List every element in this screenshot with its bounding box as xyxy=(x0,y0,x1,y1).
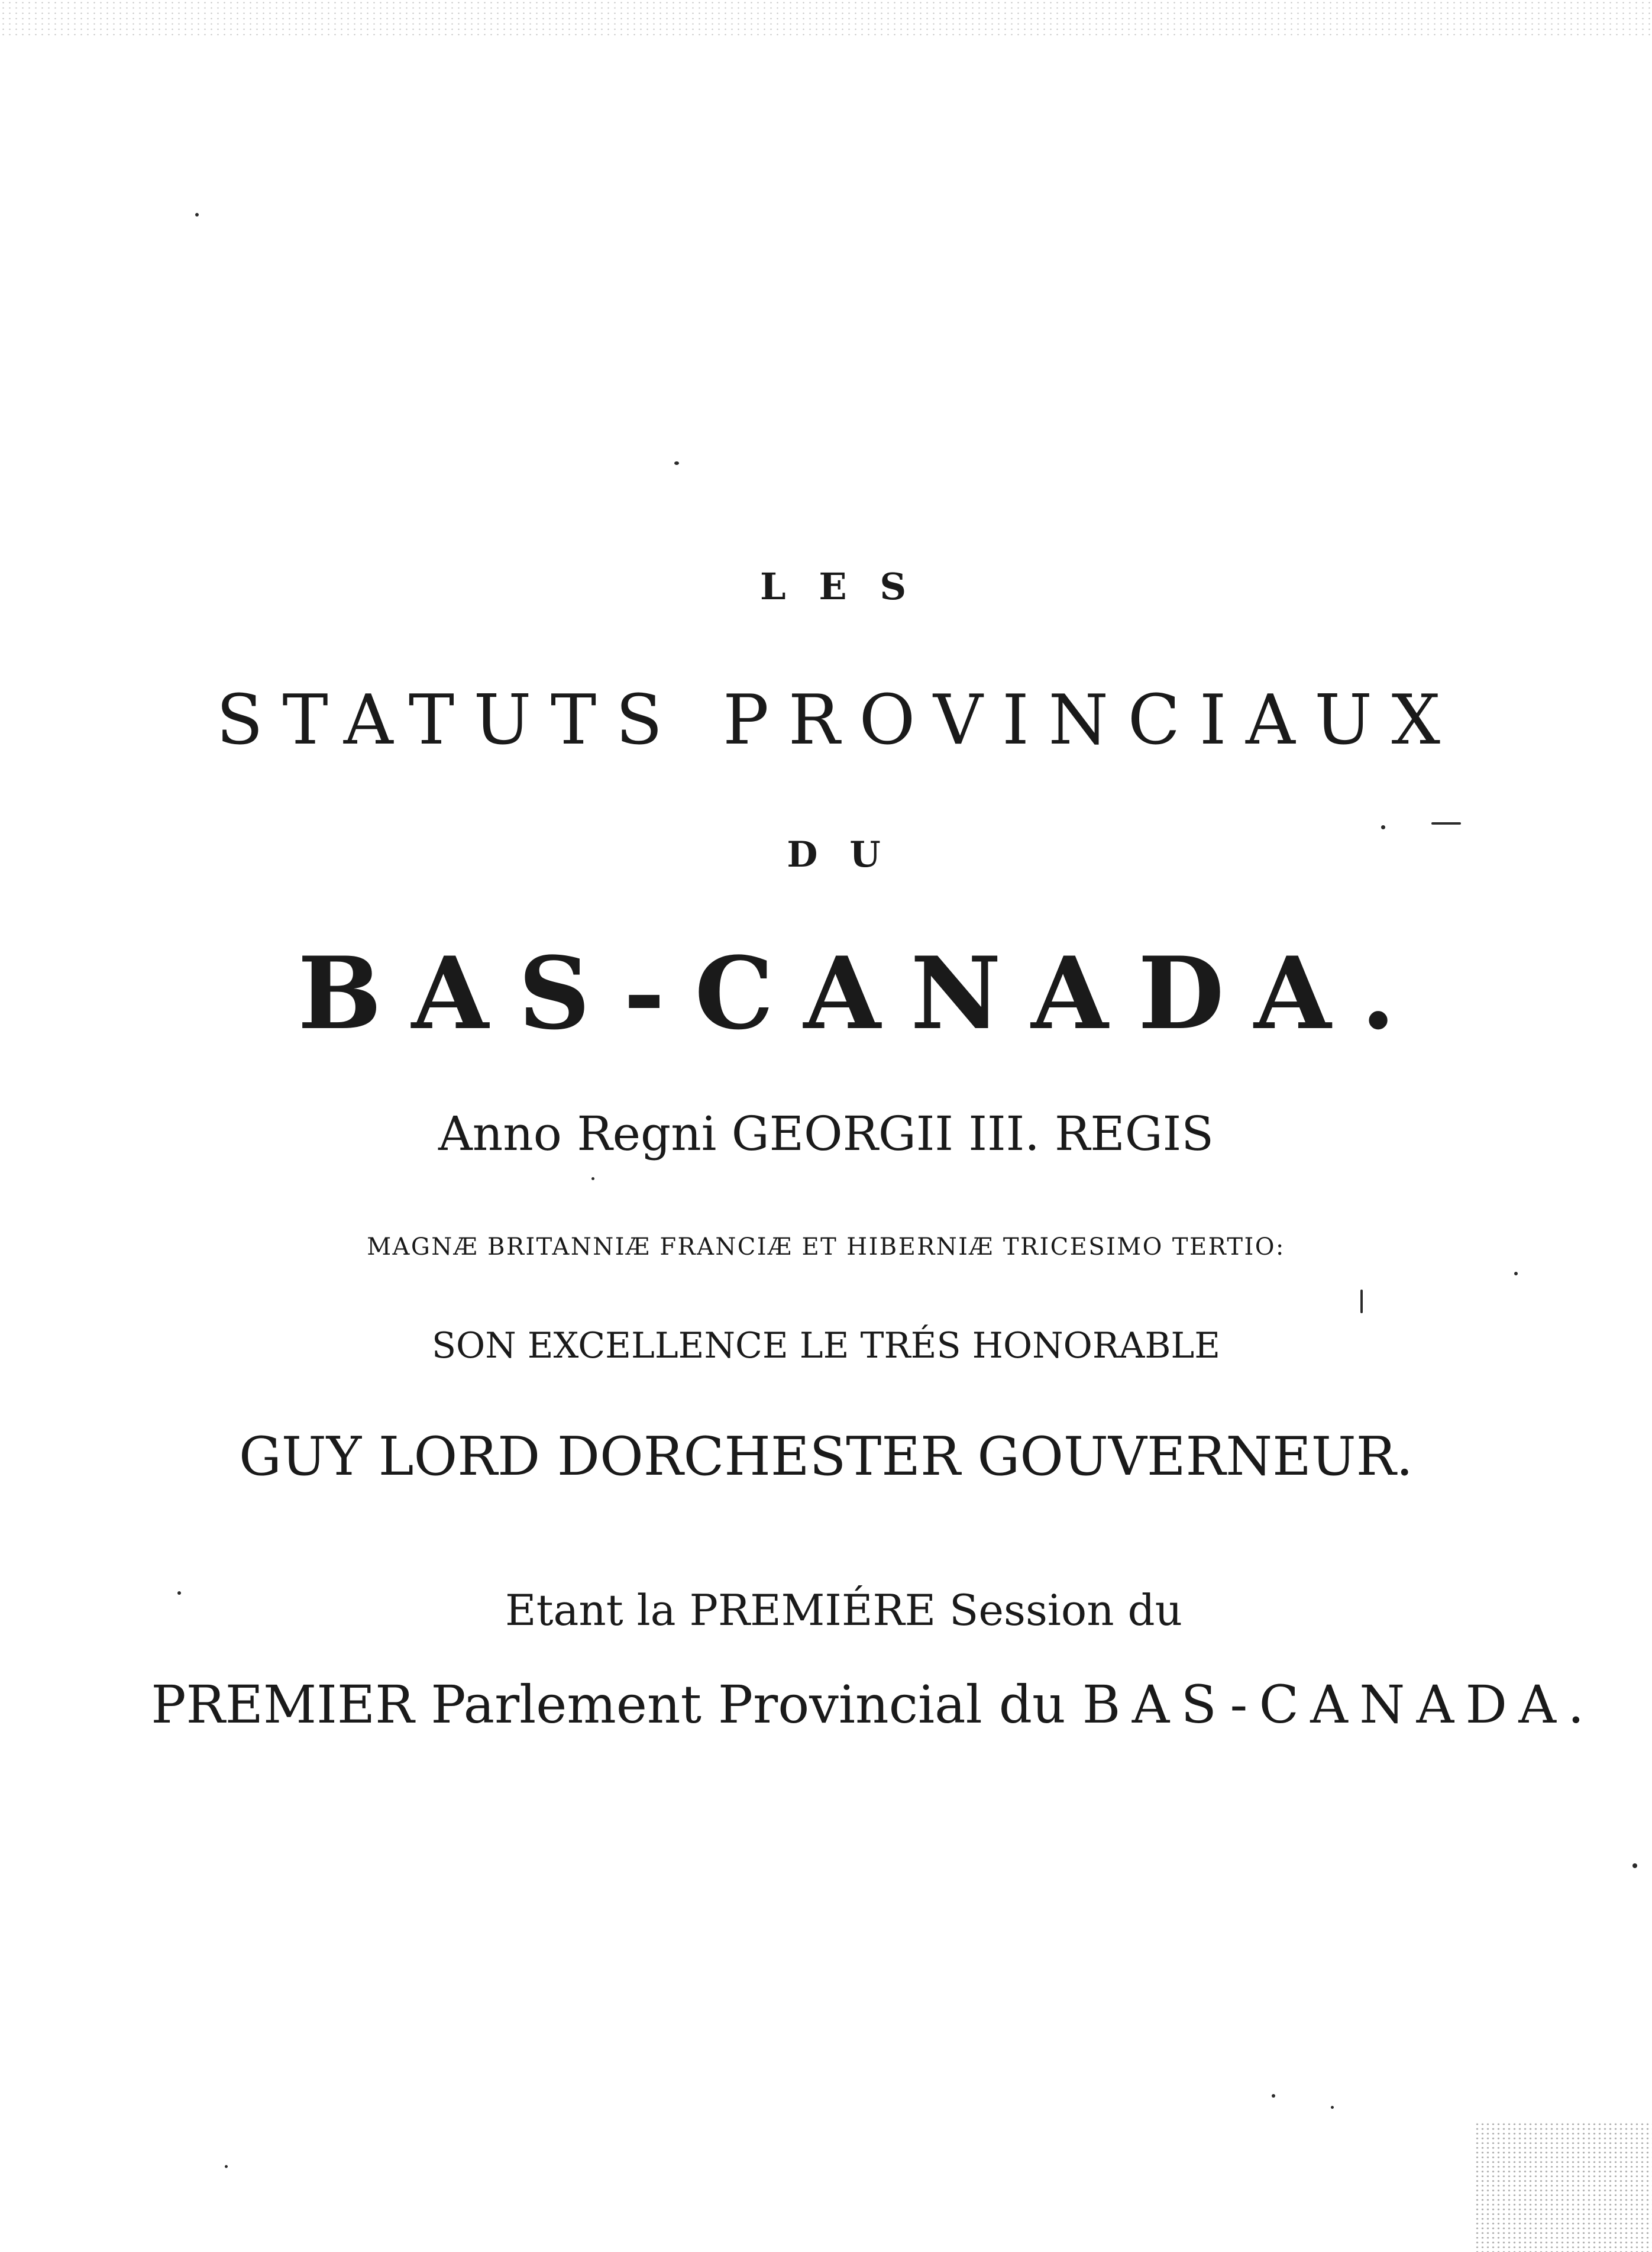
magnae-britanniae-line: MAGNÆ BRITANNIÆ FRANCIÆ ET HIBERNIÆ TRICESIMO TERTIO: xyxy=(367,1233,1285,1261)
parliament-bas-canada: BAS-CANADA. xyxy=(1082,1674,1596,1735)
title-statuts-provinciaux: STATUTS PROVINCIAUX xyxy=(216,680,1460,760)
parliament-text: PREMIER Parlement Provincial du xyxy=(151,1674,1066,1735)
anno-regni-line: Anno Regni GEORGII III. REGIS xyxy=(438,1106,1214,1161)
speck xyxy=(591,1177,594,1180)
session-line: Etant la PREMIÉRE Session du xyxy=(505,1585,1182,1635)
speck xyxy=(1431,822,1461,825)
speck xyxy=(1632,1863,1637,1868)
speck xyxy=(1331,2106,1334,2109)
corner-print-noise xyxy=(1475,2122,1652,2252)
governor-name-line: GUY LORD DORCHESTER GOUVERNEUR. xyxy=(238,1426,1413,1488)
speck xyxy=(225,2165,228,2168)
title-les: LES xyxy=(759,565,940,608)
speck xyxy=(674,461,679,465)
title-du: DU xyxy=(787,834,913,875)
top-edge-print-noise xyxy=(0,0,1652,35)
parliament-line xyxy=(0,1674,1652,1735)
speck xyxy=(195,213,199,217)
speck xyxy=(1514,1272,1518,1275)
speck xyxy=(1360,1290,1363,1313)
speck xyxy=(1272,2094,1275,2098)
title-bas-canada: BAS-CANADA. xyxy=(298,935,1425,1052)
son-excellence-line: SON EXCELLENCE LE TRÉS HONORABLE xyxy=(431,1325,1221,1366)
speck xyxy=(1381,825,1385,829)
